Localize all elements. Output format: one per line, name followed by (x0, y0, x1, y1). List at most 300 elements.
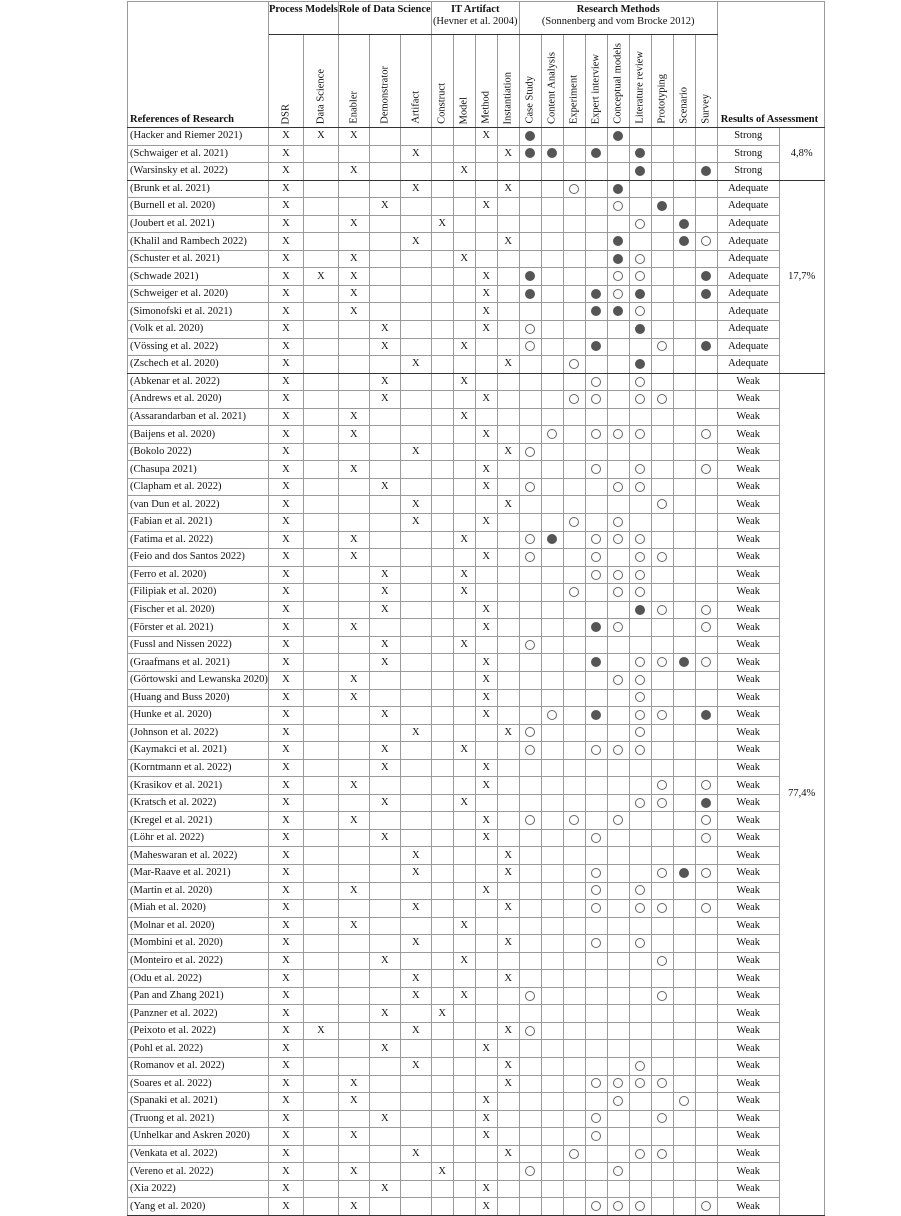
matrix-cell (651, 1093, 673, 1111)
matrix-cell (475, 356, 497, 374)
matrix-cell (673, 917, 695, 935)
matrix-cell (563, 987, 585, 1005)
matrix-cell (563, 601, 585, 619)
matrix-cell (453, 847, 475, 865)
matrix-cell (695, 1198, 717, 1216)
empty-circle-icon (547, 710, 557, 720)
matrix-cell (585, 812, 607, 830)
matrix-cell (607, 549, 629, 567)
matrix-cell (453, 1057, 475, 1075)
matrix-cell (475, 514, 497, 532)
matrix-cell (695, 689, 717, 707)
matrix-cell (519, 636, 541, 654)
empty-circle-icon (635, 1078, 645, 1088)
matrix-cell (431, 1163, 453, 1181)
matrix-cell (629, 619, 651, 637)
x-mark: X (282, 358, 290, 370)
matrix-cell (338, 198, 369, 216)
matrix-cell (629, 391, 651, 409)
empty-circle-icon (701, 833, 711, 843)
matrix-cell (475, 935, 497, 953)
matrix-cell (369, 1128, 400, 1146)
matrix-cell (400, 443, 431, 461)
matrix-cell (400, 321, 431, 339)
matrix-cell (303, 759, 338, 777)
matrix-cell (607, 1110, 629, 1128)
matrix-cell (303, 970, 338, 988)
matrix-cell (453, 321, 475, 339)
matrix-cell (431, 198, 453, 216)
table-row (128, 373, 825, 391)
matrix-cell (431, 707, 453, 725)
matrix-cell (268, 338, 303, 356)
matrix-cell (651, 1163, 673, 1181)
reference-cell: (Clapham et al. 2022) (128, 478, 269, 496)
x-mark: X (282, 832, 290, 844)
matrix-cell (497, 636, 519, 654)
column-header (475, 35, 497, 128)
matrix-cell (338, 689, 369, 707)
matrix-cell (303, 1093, 338, 1111)
empty-circle-icon (525, 447, 535, 457)
matrix-cell (607, 478, 629, 496)
empty-circle-icon (569, 359, 579, 369)
matrix-cell (303, 321, 338, 339)
matrix-cell (651, 654, 673, 672)
matrix-cell (475, 285, 497, 303)
matrix-cell (431, 1005, 453, 1023)
matrix-cell (651, 443, 673, 461)
x-mark: X (282, 147, 290, 159)
matrix-cell (563, 724, 585, 742)
matrix-cell (497, 847, 519, 865)
matrix-cell (475, 952, 497, 970)
matrix-cell (369, 584, 400, 602)
matrix-cell (497, 496, 519, 514)
matrix-cell (629, 443, 651, 461)
result-cell: Weak (717, 935, 779, 953)
matrix-cell (338, 1005, 369, 1023)
matrix-cell (563, 1110, 585, 1128)
x-mark: X (482, 884, 491, 896)
matrix-cell (519, 671, 541, 689)
matrix-cell (268, 935, 303, 953)
matrix-cell (453, 601, 475, 619)
matrix-cell (400, 882, 431, 900)
matrix-cell (585, 987, 607, 1005)
matrix-cell (695, 636, 717, 654)
matrix-cell (607, 707, 629, 725)
matrix-cell (541, 566, 563, 584)
table-row (128, 864, 825, 882)
matrix-cell (369, 338, 400, 356)
x-mark: X (482, 428, 491, 440)
reference-cell: (Maheswaran et al. 2022) (128, 847, 269, 865)
matrix-cell (431, 250, 453, 268)
matrix-cell (673, 584, 695, 602)
matrix-cell (497, 145, 519, 163)
matrix-cell (431, 531, 453, 549)
matrix-cell (400, 566, 431, 584)
matrix-cell (475, 707, 497, 725)
table-row (128, 1198, 825, 1216)
filled-circle-icon (679, 657, 689, 667)
x-mark: X (504, 182, 513, 194)
matrix-cell (585, 724, 607, 742)
matrix-cell (369, 671, 400, 689)
matrix-cell (303, 847, 338, 865)
matrix-cell (563, 478, 585, 496)
matrix-cell (629, 724, 651, 742)
matrix-cell (338, 1093, 369, 1111)
matrix-cell (338, 426, 369, 444)
matrix-cell (629, 356, 651, 374)
matrix-cell (563, 619, 585, 637)
table-row (128, 1057, 825, 1075)
results-header: Results of Assessment (717, 2, 824, 128)
matrix-cell (303, 233, 338, 251)
x-mark: X (504, 937, 513, 949)
result-cell: Weak (717, 1198, 779, 1216)
result-cell: Weak (717, 654, 779, 672)
matrix-cell (369, 198, 400, 216)
matrix-cell (651, 268, 673, 286)
empty-circle-icon (591, 429, 601, 439)
matrix-cell (695, 619, 717, 637)
matrix-cell (563, 777, 585, 795)
matrix-cell (268, 1040, 303, 1058)
matrix-cell (629, 321, 651, 339)
matrix-cell (431, 1022, 453, 1040)
matrix-cell (400, 514, 431, 532)
table-row (128, 689, 825, 707)
matrix-cell (541, 391, 563, 409)
matrix-cell (607, 847, 629, 865)
matrix-cell (563, 514, 585, 532)
matrix-cell (519, 864, 541, 882)
matrix-cell (563, 917, 585, 935)
matrix-cell (695, 1180, 717, 1198)
matrix-cell (629, 882, 651, 900)
matrix-cell (431, 1040, 453, 1058)
matrix-cell (431, 443, 453, 461)
matrix-cell (541, 1110, 563, 1128)
table-row (128, 671, 825, 689)
matrix-cell (400, 742, 431, 760)
reference-cell: (Chasupa 2021) (128, 461, 269, 479)
matrix-cell (629, 1180, 651, 1198)
filled-circle-icon (525, 271, 535, 281)
matrix-cell (585, 443, 607, 461)
matrix-cell (651, 163, 673, 181)
table-row (128, 356, 825, 374)
x-mark: X (504, 1147, 513, 1159)
matrix-cell (541, 794, 563, 812)
table-row (128, 636, 825, 654)
matrix-cell (563, 373, 585, 391)
reference-cell: (Assarandarban et al. 2021) (128, 408, 269, 426)
matrix-cell (607, 987, 629, 1005)
matrix-cell (338, 671, 369, 689)
matrix-cell (369, 882, 400, 900)
matrix-cell (369, 847, 400, 865)
matrix-cell (369, 829, 400, 847)
matrix-cell (519, 601, 541, 619)
matrix-cell (400, 1022, 431, 1040)
empty-circle-icon (635, 727, 645, 737)
matrix-cell (303, 531, 338, 549)
reference-cell: (Soares et al. 2022) (128, 1075, 269, 1093)
reference-cell: (Mar-Raave et al. 2021) (128, 864, 269, 882)
matrix-cell (453, 1145, 475, 1163)
matrix-cell (338, 496, 369, 514)
table-row (128, 549, 825, 567)
matrix-cell (519, 391, 541, 409)
matrix-cell (607, 1128, 629, 1146)
matrix-cell (369, 549, 400, 567)
matrix-cell (607, 514, 629, 532)
matrix-cell (673, 882, 695, 900)
matrix-cell (453, 1093, 475, 1111)
matrix-cell (519, 514, 541, 532)
matrix-cell (400, 1110, 431, 1128)
matrix-cell (585, 1005, 607, 1023)
matrix-cell (369, 1163, 400, 1181)
matrix-cell (563, 829, 585, 847)
matrix-cell (585, 285, 607, 303)
empty-circle-icon (635, 710, 645, 720)
empty-circle-icon (613, 622, 623, 632)
filled-circle-icon (701, 798, 711, 808)
matrix-cell (400, 338, 431, 356)
matrix-cell (695, 742, 717, 760)
matrix-cell (475, 373, 497, 391)
matrix-cell (400, 917, 431, 935)
matrix-cell (629, 759, 651, 777)
matrix-cell (651, 900, 673, 918)
matrix-cell (369, 917, 400, 935)
matrix-cell (607, 1005, 629, 1023)
column-header-label: Construct (436, 83, 448, 124)
matrix-cell (695, 128, 717, 146)
reference-cell: (Kregel et al. 2021) (128, 812, 269, 830)
matrix-cell (629, 1198, 651, 1216)
matrix-cell (303, 952, 338, 970)
matrix-cell (431, 777, 453, 795)
reference-cell: (Baijens et al. 2020) (128, 426, 269, 444)
matrix-cell (497, 917, 519, 935)
matrix-cell (519, 1163, 541, 1181)
matrix-cell (585, 215, 607, 233)
matrix-cell (475, 742, 497, 760)
matrix-cell (338, 882, 369, 900)
matrix-cell (629, 250, 651, 268)
x-mark: X (504, 726, 513, 738)
matrix-cell (673, 847, 695, 865)
matrix-cell (673, 356, 695, 374)
matrix-cell (497, 724, 519, 742)
matrix-cell (338, 566, 369, 584)
x-mark: X (282, 849, 290, 861)
reference-cell: (Kratsch et al. 2022) (128, 794, 269, 812)
empty-circle-icon (613, 429, 623, 439)
matrix-cell (431, 356, 453, 374)
x-mark: X (282, 1077, 290, 1089)
matrix-cell (519, 531, 541, 549)
matrix-cell (673, 1180, 695, 1198)
matrix-cell (563, 847, 585, 865)
matrix-cell (673, 900, 695, 918)
matrix-cell (400, 987, 431, 1005)
x-mark: X (482, 130, 491, 142)
empty-circle-icon (635, 552, 645, 562)
matrix-cell (268, 391, 303, 409)
matrix-cell (673, 829, 695, 847)
matrix-cell (519, 1093, 541, 1111)
matrix-cell (497, 1057, 519, 1075)
matrix-cell (268, 566, 303, 584)
matrix-cell (585, 1057, 607, 1075)
x-mark: X (482, 814, 491, 826)
reference-cell: (Graafmans et al. 2021) (128, 654, 269, 672)
result-cell: Adequate (717, 198, 779, 216)
matrix-cell (453, 1040, 475, 1058)
matrix-cell (585, 882, 607, 900)
reference-cell: (Panzner et al. 2022) (128, 1005, 269, 1023)
result-cell: Weak (717, 1128, 779, 1146)
result-cell: Weak (717, 671, 779, 689)
matrix-cell (475, 461, 497, 479)
matrix-cell (497, 1005, 519, 1023)
matrix-cell (541, 514, 563, 532)
table-row (128, 742, 825, 760)
matrix-cell (400, 900, 431, 918)
column-header-label: Scenario (678, 87, 690, 124)
x-mark: X (380, 639, 389, 651)
matrix-cell (629, 636, 651, 654)
matrix-cell (585, 654, 607, 672)
matrix-cell (673, 145, 695, 163)
matrix-cell (695, 952, 717, 970)
table-row (128, 233, 825, 251)
matrix-cell (338, 829, 369, 847)
matrix-cell (369, 794, 400, 812)
matrix-cell (453, 1163, 475, 1181)
reference-cell: (Miah et al. 2020) (128, 900, 269, 918)
empty-circle-icon (613, 482, 623, 492)
matrix-cell (369, 812, 400, 830)
x-mark: X (380, 481, 389, 493)
matrix-cell (475, 987, 497, 1005)
matrix-cell (607, 900, 629, 918)
matrix-cell (519, 1022, 541, 1040)
empty-circle-icon (569, 587, 579, 597)
matrix-cell (673, 1075, 695, 1093)
matrix-cell (453, 268, 475, 286)
matrix-cell (585, 514, 607, 532)
table-row (128, 847, 825, 865)
matrix-cell (431, 970, 453, 988)
table-row (128, 1110, 825, 1128)
matrix-cell (303, 338, 338, 356)
matrix-cell (369, 356, 400, 374)
column-header-label: Enabler (348, 91, 360, 124)
x-mark: X (411, 849, 420, 861)
result-cell: Strong (717, 163, 779, 181)
matrix-cell (475, 233, 497, 251)
matrix-cell (651, 1005, 673, 1023)
matrix-cell (563, 408, 585, 426)
x-mark: X (411, 937, 420, 949)
matrix-cell (519, 619, 541, 637)
matrix-cell (673, 461, 695, 479)
matrix-cell (651, 145, 673, 163)
result-cell: Adequate (717, 180, 779, 198)
result-cell: Weak (717, 478, 779, 496)
matrix-cell (431, 285, 453, 303)
matrix-cell (369, 1075, 400, 1093)
matrix-cell (541, 531, 563, 549)
matrix-cell (695, 531, 717, 549)
matrix-cell (431, 1180, 453, 1198)
matrix-cell (497, 812, 519, 830)
x-mark: X (282, 516, 290, 528)
matrix-cell (338, 777, 369, 795)
matrix-cell (585, 935, 607, 953)
matrix-cell (475, 1005, 497, 1023)
matrix-cell (303, 777, 338, 795)
matrix-cell (431, 145, 453, 163)
matrix-cell (497, 601, 519, 619)
filled-circle-icon (613, 131, 623, 141)
matrix-cell (607, 689, 629, 707)
x-mark: X (350, 691, 358, 703)
matrix-cell (303, 1005, 338, 1023)
matrix-cell (369, 443, 400, 461)
matrix-cell (453, 145, 475, 163)
matrix-cell (475, 163, 497, 181)
x-mark: X (380, 340, 389, 352)
matrix-cell (475, 917, 497, 935)
matrix-cell (497, 935, 519, 953)
matrix-cell (400, 812, 431, 830)
matrix-cell (453, 1110, 475, 1128)
x-mark: X (282, 1112, 290, 1124)
empty-circle-icon (635, 429, 645, 439)
x-mark: X (482, 656, 491, 668)
x-mark: X (282, 1130, 290, 1142)
empty-circle-icon (657, 499, 667, 509)
matrix-cell (629, 1057, 651, 1075)
matrix-cell (563, 1198, 585, 1216)
matrix-cell (268, 584, 303, 602)
matrix-cell (519, 338, 541, 356)
matrix-cell (585, 1128, 607, 1146)
matrix-cell (563, 636, 585, 654)
matrix-cell (519, 163, 541, 181)
matrix-cell (673, 443, 695, 461)
matrix-cell (673, 1163, 695, 1181)
matrix-cell (431, 619, 453, 637)
reference-cell: (Vössing et al. 2022) (128, 338, 269, 356)
reference-cell: (Fussl and Nissen 2022) (128, 636, 269, 654)
matrix-cell (541, 461, 563, 479)
matrix-cell (400, 1057, 431, 1075)
matrix-cell (607, 777, 629, 795)
x-mark: X (482, 270, 491, 282)
x-mark: X (482, 463, 491, 475)
filled-circle-icon (547, 534, 557, 544)
